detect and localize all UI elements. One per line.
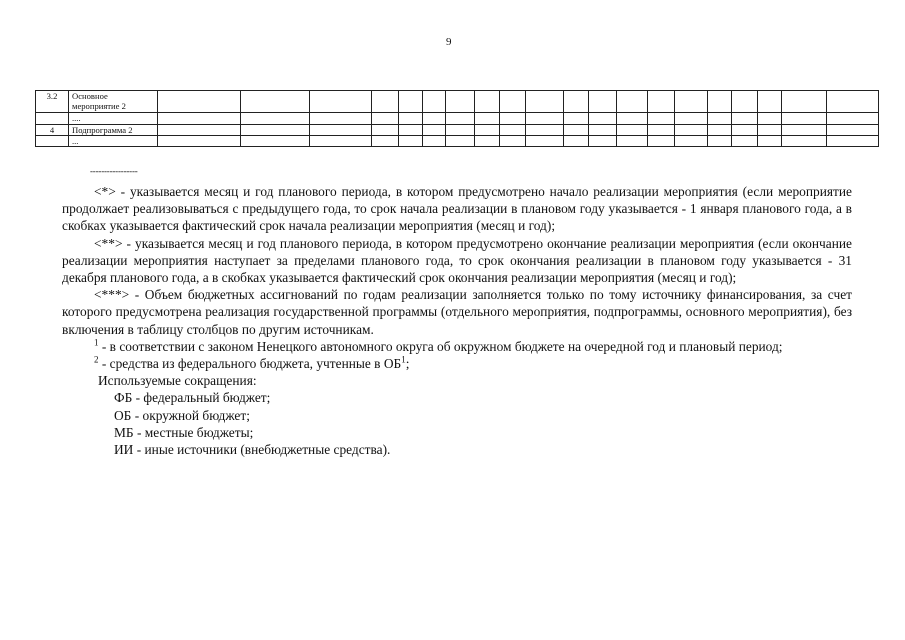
empty-cell [589, 113, 617, 125]
row-label-cell: Подпрограмма 2 [69, 125, 158, 136]
empty-cell [732, 136, 758, 147]
empty-cell [827, 91, 879, 113]
empty-cell [782, 113, 827, 125]
empty-cell [648, 136, 675, 147]
empty-cell [241, 136, 310, 147]
empty-cell [423, 91, 446, 113]
empty-cell [564, 125, 589, 136]
empty-cell [446, 91, 475, 113]
empty-cell [372, 113, 399, 125]
empty-cell [782, 91, 827, 113]
table-row [36, 113, 879, 125]
empty-cell [399, 125, 423, 136]
empty-cell [708, 136, 732, 147]
abbreviation-item: ФБ - федеральный бюджет; [114, 390, 271, 406]
empty-cell [648, 113, 675, 125]
table-row [36, 91, 879, 113]
abbreviation-item: ОБ - окружной бюджет; [114, 407, 250, 423]
empty-cell [708, 125, 732, 136]
empty-cell [758, 125, 782, 136]
empty-cell [732, 125, 758, 136]
empty-cell [446, 136, 475, 147]
empty-cell [310, 113, 372, 125]
empty-cell [241, 125, 310, 136]
empty-cell [758, 91, 782, 113]
empty-cell [310, 125, 372, 136]
empty-cell [526, 136, 564, 147]
empty-cell [732, 113, 758, 125]
empty-cell [648, 91, 675, 113]
empty-cell [500, 125, 526, 136]
row-number-cell [36, 113, 69, 125]
empty-cell [564, 91, 589, 113]
empty-cell [758, 113, 782, 125]
empty-cell [423, 125, 446, 136]
empty-cell [782, 125, 827, 136]
empty-cell [475, 125, 500, 136]
empty-cell [675, 125, 708, 136]
abbreviation-item: МБ - местные бюджеты; [114, 424, 254, 440]
empty-cell [617, 136, 648, 147]
footnotes-section [62, 183, 852, 458]
abbreviations-title: Используемые сокращения: [98, 373, 257, 389]
program-plan-table [35, 90, 879, 147]
abbreviation-item: ИИ - иные источники (внебюджетные средства). [114, 442, 391, 458]
footnote-law-reference [62, 338, 852, 355]
empty-cell [827, 125, 879, 136]
empty-cell [564, 136, 589, 147]
empty-cell [423, 136, 446, 147]
row-number-cell: 3.2 [36, 91, 69, 113]
empty-cell [758, 136, 782, 147]
empty-cell [675, 91, 708, 113]
footnote-separator: ----------------- [90, 166, 138, 176]
empty-cell [399, 136, 423, 147]
footnote-budget-volume: <***> - Объем бюджетных ассигнований по годам реализации заполняется только по тому источнику финансирования, за счет которого предусмотрена реализация государственной программы (отдельного мероприятия, подпрограммы, основного мероприятия), без включения в таблицу столбцов по другим источникам. [62, 287, 852, 337]
empty-cell [158, 125, 241, 136]
empty-cell [399, 113, 423, 125]
empty-cell [372, 91, 399, 113]
empty-cell [423, 113, 446, 125]
empty-cell [310, 136, 372, 147]
row-label-cell: Основное мероприятие 2 [69, 91, 158, 113]
empty-cell [241, 91, 310, 113]
empty-cell [310, 91, 372, 113]
empty-cell [617, 125, 648, 136]
table-row [36, 136, 879, 147]
footnote-text: ; [405, 356, 410, 372]
empty-cell [475, 91, 500, 113]
empty-cell [708, 113, 732, 125]
empty-cell [589, 125, 617, 136]
empty-cell [589, 136, 617, 147]
empty-cell [675, 113, 708, 125]
empty-cell [589, 91, 617, 113]
empty-cell [526, 125, 564, 136]
empty-cell [241, 113, 310, 125]
footnote-marker: 1 [94, 337, 99, 348]
row-number-cell [36, 136, 69, 147]
empty-cell [617, 113, 648, 125]
footnote-text: - в соответствии с законом Ненецкого автономного округа об окружном бюджете на очередной год и плановый период; [98, 338, 783, 354]
empty-cell [158, 91, 241, 113]
empty-cell [708, 91, 732, 113]
empty-cell [827, 113, 879, 125]
empty-cell [732, 91, 758, 113]
empty-cell [564, 113, 589, 125]
empty-cell [500, 136, 526, 147]
footnote-marker: 2 [94, 354, 99, 365]
empty-cell [526, 113, 564, 125]
row-label-cell: ... [69, 136, 158, 147]
empty-cell [500, 113, 526, 125]
empty-cell [446, 125, 475, 136]
empty-cell [617, 91, 648, 113]
empty-cell [158, 113, 241, 125]
empty-cell [372, 136, 399, 147]
empty-cell [827, 136, 879, 147]
empty-cell [372, 125, 399, 136]
table-row [36, 125, 879, 136]
empty-cell [675, 136, 708, 147]
empty-cell [526, 91, 564, 113]
row-number-cell: 4 [36, 125, 69, 136]
empty-cell [446, 113, 475, 125]
empty-cell [782, 136, 827, 147]
footnote-federal-funds [62, 355, 852, 372]
empty-cell [475, 136, 500, 147]
page-number: 9 [446, 36, 452, 48]
empty-cell [158, 136, 241, 147]
footnote-end-date: <**> - указывается месяц и год планового периода, в котором предусмотрено окончание реализации мероприятия (если окончание реализации мероприятия наступает за пределами планового года, то срок окончания реализации в плановом году указывается - 31 декабря планового года, а в скобках указывается фактический срок окончания реализации мероприятия (месяц и год); [62, 235, 852, 286]
footnote-start-date: <*> - указывается месяц и год планового периода, в котором предусмотрено начало реализации мероприятия (если мероприятие продолжает реализовываться с предыдущего года, то срок начала реализации в плановом году указывается - 1 января планового года, а в скобках указывается фактический срок начала реализации мероприятия (месяц и год); [62, 184, 852, 234]
footnote-marker: 1 [401, 354, 406, 365]
empty-cell [399, 91, 423, 113]
row-label-cell: .... [69, 113, 158, 125]
footnote-text: - средства из федерального бюджета, учтенные в ОБ [98, 356, 402, 372]
empty-cell [475, 113, 500, 125]
empty-cell [648, 125, 675, 136]
empty-cell [500, 91, 526, 113]
